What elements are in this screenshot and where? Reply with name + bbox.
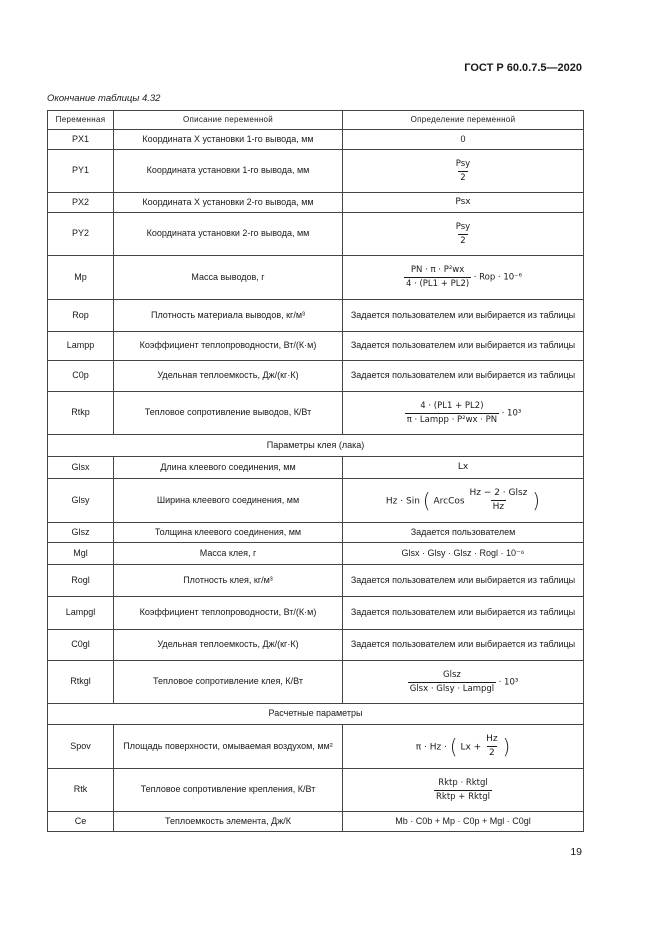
- variable-cell: Mgl: [48, 543, 114, 565]
- document-code: ГОСТ Р 60.0.7.5—2020: [464, 62, 582, 74]
- formula-denominator: Hz: [492, 502, 505, 512]
- description-cell: Ширина клеевого соединения, мм: [114, 479, 343, 523]
- table-row: [48, 725, 584, 769]
- definition-cell: Задается пользователем или выбирается из таблицы: [343, 597, 584, 630]
- description-cell: Плотность клея, кг/м³: [114, 565, 343, 597]
- description-cell: Теплоемкость элемента, Дж/К: [114, 812, 343, 832]
- formula-fraction: [408, 670, 496, 694]
- variable-cell: PX2: [48, 193, 114, 213]
- table-row: [48, 661, 584, 704]
- formula-tail: · 10³: [498, 677, 519, 688]
- definition-cell: Lx: [343, 457, 584, 479]
- description-cell: Коэффициент теплопроводности, Вт/(К·м): [114, 332, 343, 361]
- description-cell: Тепловое сопротивление выводов, К/Вт: [114, 392, 343, 435]
- description-cell: Коэффициент теплопроводности, Вт/(К·м): [114, 597, 343, 630]
- definition-cell: [343, 213, 584, 256]
- table-row: [48, 457, 584, 479]
- definition-cell: Задается пользователем или выбирается из таблицы: [343, 565, 584, 597]
- description-cell: Масса выводов, г: [114, 256, 343, 300]
- column-header: Определение переменной: [343, 111, 584, 130]
- description-cell: Толщина клеевого соединения, мм: [114, 523, 343, 543]
- definition-cell: Задается пользователем или выбирается из таблицы: [343, 332, 584, 361]
- formula-numerator: 4 · (PL1 + PL2): [420, 400, 484, 411]
- formula-function: ArcCos: [433, 496, 465, 506]
- variable-cell: Rogl: [48, 565, 114, 597]
- table-row: [48, 769, 584, 812]
- formula-numerator: Psy: [455, 221, 471, 232]
- formula-fraction: [467, 488, 529, 514]
- section-row: [48, 704, 584, 725]
- table-row: [48, 565, 584, 597]
- formula-numerator: Hz − 2 · Glsz: [469, 487, 528, 498]
- section-row: [48, 435, 584, 457]
- description-cell: Координата установки 2-го вывода, мм: [114, 213, 343, 256]
- table-header-row: [48, 111, 584, 130]
- definition-cell: Задается пользователем или выбирается из таблицы: [343, 630, 584, 661]
- description-cell: Плотность материала выводов, кг/м³: [114, 300, 343, 332]
- definition-cell: [343, 256, 584, 300]
- table-row: [48, 300, 584, 332]
- variable-cell: Lampp: [48, 332, 114, 361]
- variables-table: [47, 110, 584, 832]
- description-cell: Тепловое сопротивление крепления, К/Вт: [114, 769, 343, 812]
- formula-denominator: Glsx · Glsy · Lampgl: [409, 683, 495, 694]
- definition-cell: Задается пользователем или выбирается из таблицы: [343, 300, 584, 332]
- definition-cell: Задается пользователем: [343, 523, 584, 543]
- formula-denominator: Rktp + Rktgl: [435, 791, 490, 802]
- table-row: [48, 479, 584, 523]
- formula-fraction: [484, 734, 500, 760]
- definition-cell: [343, 479, 584, 523]
- variable-cell: Rtkgl: [48, 661, 114, 704]
- table-row: [48, 213, 584, 256]
- definition-cell: [343, 725, 584, 769]
- definition-cell: [343, 392, 584, 435]
- variable-cell: Spov: [48, 725, 114, 769]
- formula-bracket: (: [449, 734, 458, 758]
- variable-cell: Glsy: [48, 479, 114, 523]
- formula-tail: · Rop · 10⁻⁶: [473, 272, 523, 283]
- formula-denominator: 2: [488, 748, 495, 758]
- variable-cell: C0gl: [48, 630, 114, 661]
- section-title: Параметры клея (лака): [48, 435, 584, 457]
- formula-denominator: π · Lampp · P²wx · PN: [406, 414, 498, 425]
- formula-denominator: 2: [460, 235, 466, 246]
- table-row: [48, 523, 584, 543]
- variable-cell: PX1: [48, 130, 114, 150]
- formula-fraction: [405, 401, 499, 425]
- formula-tail: · 10³: [501, 408, 522, 419]
- table-row: [48, 361, 584, 392]
- variable-cell: Mp: [48, 256, 114, 300]
- variable-cell: Rtk: [48, 769, 114, 812]
- table-row: [48, 150, 584, 193]
- variable-cell: C0p: [48, 361, 114, 392]
- table-row: [48, 130, 584, 150]
- variable-cell: Rop: [48, 300, 114, 332]
- table-caption: Окончание таблицы 4.32: [47, 93, 161, 104]
- definition-cell: 0: [343, 130, 584, 150]
- formula-bracket: ): [532, 488, 541, 512]
- column-header: Переменная: [48, 111, 114, 130]
- formula-lead: Hz · Sin: [385, 496, 420, 506]
- variable-cell: Glsz: [48, 523, 114, 543]
- description-cell: Длина клеевого соединения, мм: [114, 457, 343, 479]
- formula-fraction: [434, 778, 492, 802]
- formula-lead: π · Hz ·: [415, 742, 447, 752]
- table-row: [48, 193, 584, 213]
- definition-cell: Mb · C0b + Mp · C0p + Mgl · C0gl: [343, 812, 584, 832]
- description-cell: Масса клея, г: [114, 543, 343, 565]
- description-cell: Удельная теплоемкость, Дж/(кг·К): [114, 630, 343, 661]
- formula-numerator: Rktp · Rktgl: [438, 777, 488, 788]
- formula-denominator: 4 · (PL1 + PL2): [405, 279, 470, 289]
- definition-cell: Glsx · Glsy · Glsz · Rogl · 10⁻⁶: [343, 543, 584, 565]
- description-cell: Координата X установки 1-го вывода, мм: [114, 130, 343, 150]
- table-row: [48, 597, 584, 630]
- definition-cell: Psx: [343, 193, 584, 213]
- formula-numerator: PN · π · P²wx: [410, 265, 465, 276]
- table-row: [48, 630, 584, 661]
- variable-cell: Glsx: [48, 457, 114, 479]
- definition-cell: Задается пользователем или выбирается из таблицы: [343, 361, 584, 392]
- formula-bracket: (: [422, 488, 431, 512]
- table-row: [48, 543, 584, 565]
- description-cell: Координата X установки 2-го вывода, мм: [114, 193, 343, 213]
- definition-cell: [343, 150, 584, 193]
- formula-fraction: [454, 222, 472, 246]
- definition-cell: [343, 769, 584, 812]
- definition-cell: [343, 661, 584, 704]
- description-cell: Площадь поверхности, омываемая воздухом, мм²: [114, 725, 343, 769]
- formula-fraction: [454, 159, 472, 183]
- table-row: [48, 392, 584, 435]
- formula-fraction: [404, 265, 471, 289]
- table-row: [48, 332, 584, 361]
- variable-cell: PY1: [48, 150, 114, 193]
- table-row: [48, 256, 584, 300]
- formula-numerator: Glsz: [443, 669, 461, 680]
- formula-inner: Lx +: [460, 742, 482, 752]
- formula-numerator: Psy: [455, 158, 471, 169]
- variable-cell: Lampgl: [48, 597, 114, 630]
- column-header: Описание переменной: [114, 111, 343, 130]
- description-cell: Координата установки 1-го вывода, мм: [114, 150, 343, 193]
- page-number: 19: [570, 846, 582, 858]
- section-title: Расчетные параметры: [48, 704, 584, 725]
- formula-numerator: Hz: [486, 733, 498, 744]
- variable-cell: PY2: [48, 213, 114, 256]
- table-row: [48, 812, 584, 832]
- variable-cell: Ce: [48, 812, 114, 832]
- description-cell: Тепловое сопротивление клея, К/Вт: [114, 661, 343, 704]
- variable-cell: Rtkp: [48, 392, 114, 435]
- formula-bracket: ): [502, 734, 511, 758]
- description-cell: Удельная теплоемкость, Дж/(кг·К): [114, 361, 343, 392]
- formula-denominator: 2: [460, 172, 466, 183]
